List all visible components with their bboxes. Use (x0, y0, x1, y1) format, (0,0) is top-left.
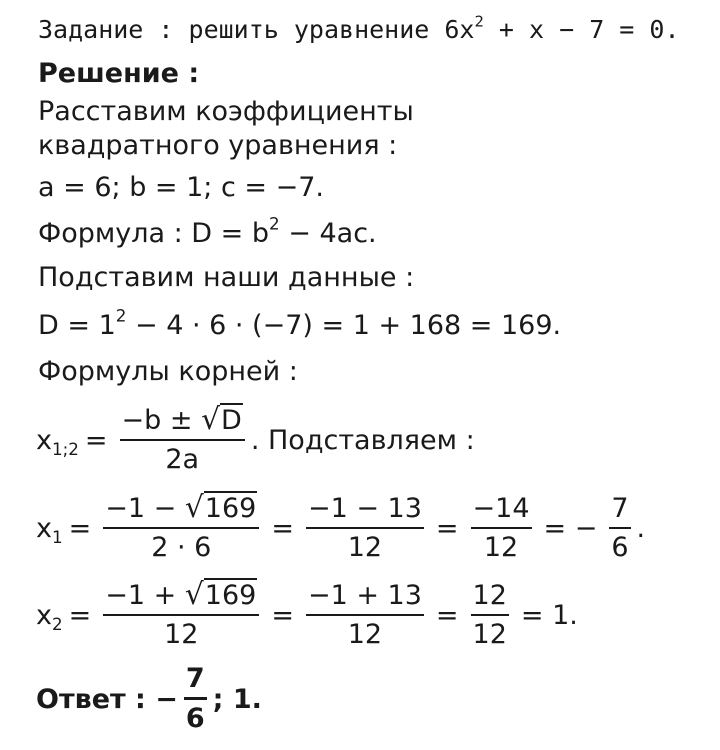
sqrt-symbol: √ (201, 402, 221, 437)
x2-fraction-1: $\frac{-1 + √169}{12}$ (103, 580, 259, 650)
discriminant-suffix: − 4 · 6 · (−7) = 1 + 168 = 169. (126, 310, 562, 341)
roots-denominator: 2a (165, 444, 200, 475)
discriminant-exponent: 2 (115, 305, 127, 326)
x2-eq-2: = (271, 599, 294, 631)
roots-sub: 1;2 (51, 438, 79, 459)
x1-end: . (636, 512, 646, 544)
answer-label: Ответ : − (36, 683, 178, 715)
x1-fraction-3: $\frac{-14}{12}$ (472, 492, 530, 563)
x1-eq-2: = (271, 512, 294, 544)
x1-fraction-1: $\frac{-1 - √169}{2 \cdot 6}$ (103, 493, 259, 563)
x1-minus: = − (543, 512, 598, 544)
formula-prefix: Формула : D = b (38, 218, 270, 249)
x1-fraction-4: $\frac{7}{6}$ (611, 492, 629, 563)
sqrt-symbol: √ (184, 577, 204, 612)
x2-eq-3: = (435, 599, 459, 631)
intro-line-1: Расставим коэффициенты (38, 96, 414, 127)
discriminant-line (38, 305, 562, 342)
roots-fraction (120, 402, 245, 475)
discriminant-prefix: D = 1 (38, 310, 116, 341)
roots-eq: = (84, 424, 108, 456)
x2-line (36, 577, 584, 650)
x2-end: = 1. (520, 599, 578, 631)
formula-suffix: − 4ac. (279, 218, 377, 249)
answer-end: ; 1. (212, 683, 262, 715)
solution-heading: Решение : (38, 58, 200, 89)
task-line (38, 14, 680, 46)
sqrt-symbol: √ (184, 490, 204, 525)
formula-line (38, 213, 377, 250)
x2-fraction-3: $\frac{12}{12}$ (472, 579, 507, 650)
x2-fraction-2: $\frac{-1 + 13}{12}$ (307, 579, 422, 650)
task-exponent: 2 (474, 12, 484, 31)
coefficients-line: a = 6; b = 1; c = −7. (38, 172, 324, 203)
x1-eq: = (68, 512, 92, 544)
answer-fraction: $\frac{7}{6}$ (185, 663, 205, 734)
x1-fraction-2: $\frac{-1 - 13}{12}$ (307, 492, 422, 563)
x1-line (36, 490, 646, 563)
x1-eq-3: = (435, 512, 459, 544)
formula-exponent: 2 (269, 213, 280, 234)
roots-numerator: −b ± √D (121, 402, 242, 437)
roots-after: . Подставляем : (250, 424, 475, 456)
task-prefix: Задание : решить уравнение 6x (38, 15, 475, 44)
roots-heading: Формулы корней : (38, 356, 298, 387)
task-suffix: + x − 7 = 0. (483, 15, 680, 44)
roots-lhs: $x_{1;2}$ (36, 424, 79, 459)
roots-formula (36, 402, 475, 475)
x2-eq: = (68, 599, 92, 631)
x1-lhs: $x_1$ (36, 512, 63, 547)
intro-line-2: квадратного уравнения : (38, 130, 398, 161)
substitute-line: Подставим наши данные : (38, 262, 415, 293)
roots-radicand: D (221, 405, 242, 436)
x2-lhs: $x_2$ (36, 599, 63, 634)
answer-line (36, 664, 262, 734)
